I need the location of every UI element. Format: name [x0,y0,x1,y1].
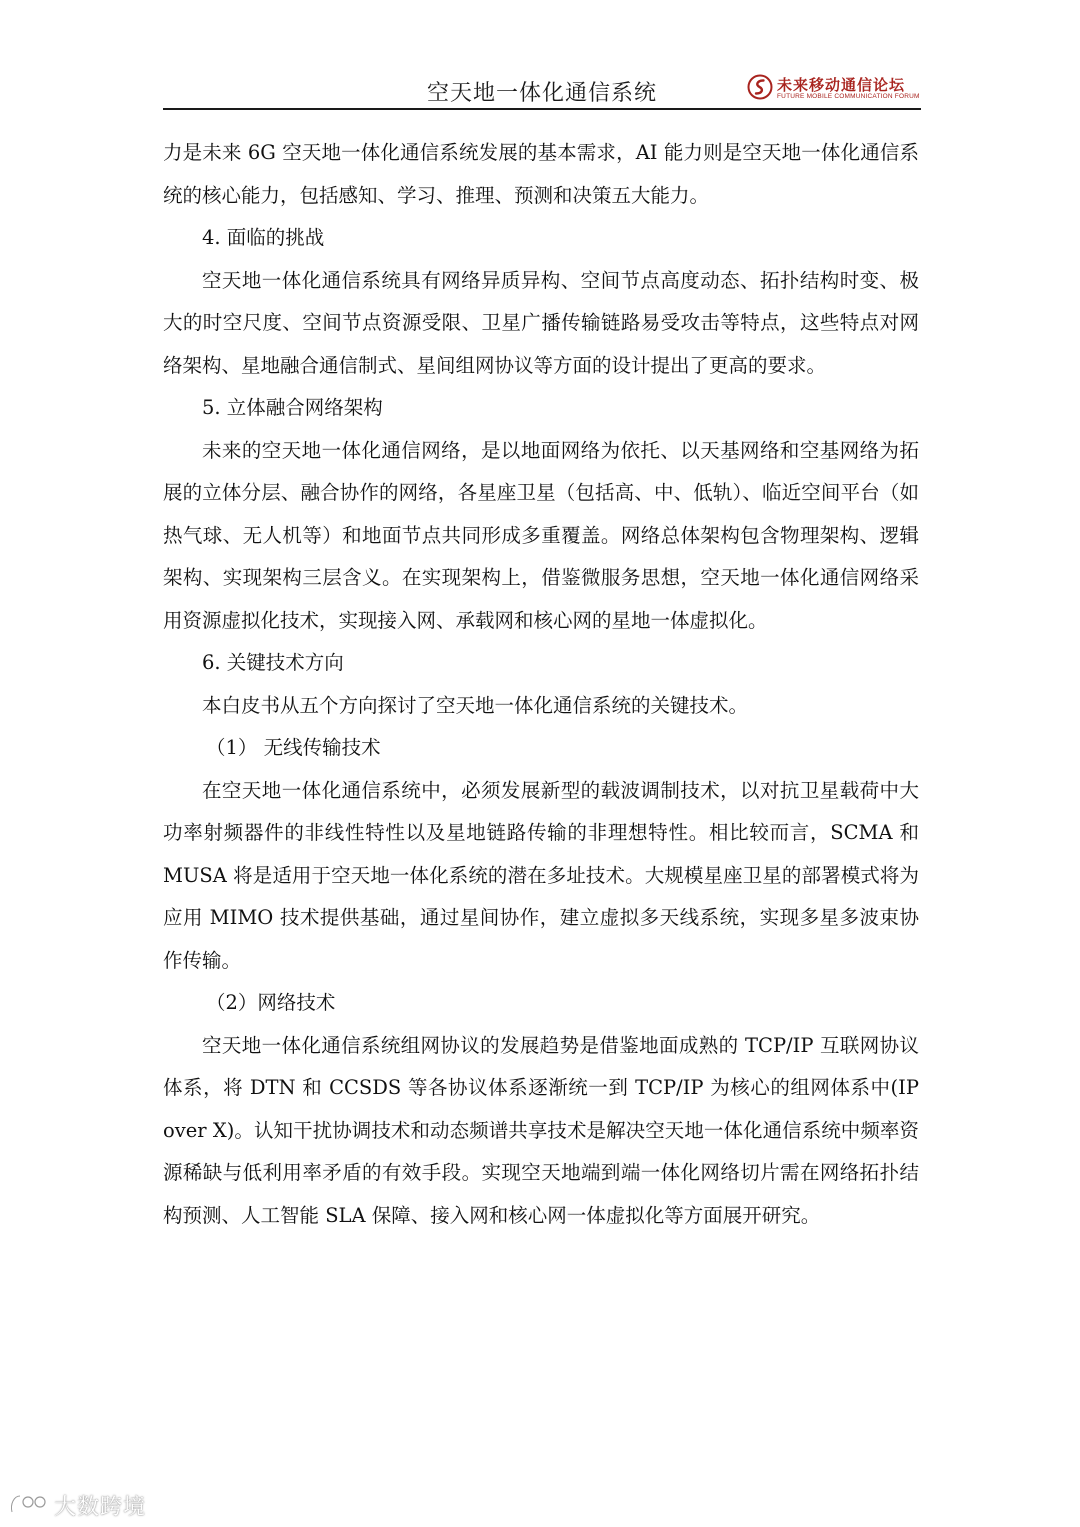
forum-logo-icon [747,74,773,100]
paragraph-continued: 力是未来 6G 空天地一体化通信系统发展的基本需求，AI 能力则是空天地一体化通信系统的核心能力，包括感知、学习、推理、预测和决策五大能力。 [163,141,919,207]
paragraph-wireless: 在空天地一体化通信系统中，必须发展新型的载波调制技术，以对抗卫星载荷中大功率射频器件的非线性特性以及星地链路传输的非理想特性。相比较而言，SCMA 和 MUSA 将是适用于空天地一体化系统的潜在多址技术。大规模星座卫星的部署模式将为应用 MIMO 技术提供基础，通过星间协作，建立虚拟多天线系统，实现多星多波束协作传输。 [163,778,919,972]
forum-logo [747,72,920,104]
paragraph-key-tech-intro: 本白皮书从五个方向探讨了空天地一体化通信系统的关键技术。 [202,693,749,717]
section-heading-6: 6. 关键技术方向 [202,651,344,674]
subsection-heading-1: （1） 无线传输技术 [206,736,381,759]
header-divider [163,108,921,110]
document-body [163,132,919,1237]
header-title: 空天地一体化通信系统 [426,81,657,106]
paragraph-challenges: 空天地一体化通信系统具有网络异质异构、空间节点高度动态、拓扑结构时变、极大的时空尺度、空间节点资源受限、卫星广播传输链路易受攻击等特点，这些特点对网络架构、星地融合通信制式、星间组网协议等方面的设计提出了更高的要求。 [163,268,919,377]
paragraph-network: 空天地一体化通信系统组网协议的发展趋势是借鉴地面成熟的 TCP/IP 互联网协议体系，将 DTN 和 CCSDS 等各协议体系逐渐统一到 TCP/IP 为核心的组网体系中(IP over X)。认知干扰协调技术和动态频谱共享技术是解决空天地一体化通信系统中频率资源稀缺与低利用率矛盾的有效手段。实现空天地端到端一体化网络切片需在网络拓扑结构预测、人工智能 SLA 保障、接入网和核心网一体虚拟化等方面展开研究。 [163,1033,919,1227]
logo-english-name: FUTURE MOBILE COMMUNICATION FORUM [777,93,920,100]
watermark-text: 大数跨境 [54,1495,147,1520]
subsection-heading-2: （2）网络技术 [206,991,336,1014]
watermark-logo-icon [8,1492,52,1516]
section-heading-4: 4. 面临的挑战 [202,226,325,249]
logo-chinese-name: 未来移动通信论坛 [777,76,906,94]
section-heading-5: 5. 立体融合网络架构 [202,396,383,419]
page-header [163,66,921,110]
paragraph-architecture: 未来的空天地一体化通信网络，是以地面网络为依托、以天基网络和空基网络为拓展的立体分层、融合协作的网络，各星座卫星（包括高、中、低轨）、临近空间平台（如热气球、无人机等）和地面节点共同形成多重覆盖。网络总体架构包含物理架构、逻辑架构、实现架构三层含义。在实现架构上，借鉴微服务思想，空天地一体化通信网络采用资源虚拟化技术，实现接入网、承载网和核心网的星地一体虚拟化。 [163,438,919,632]
